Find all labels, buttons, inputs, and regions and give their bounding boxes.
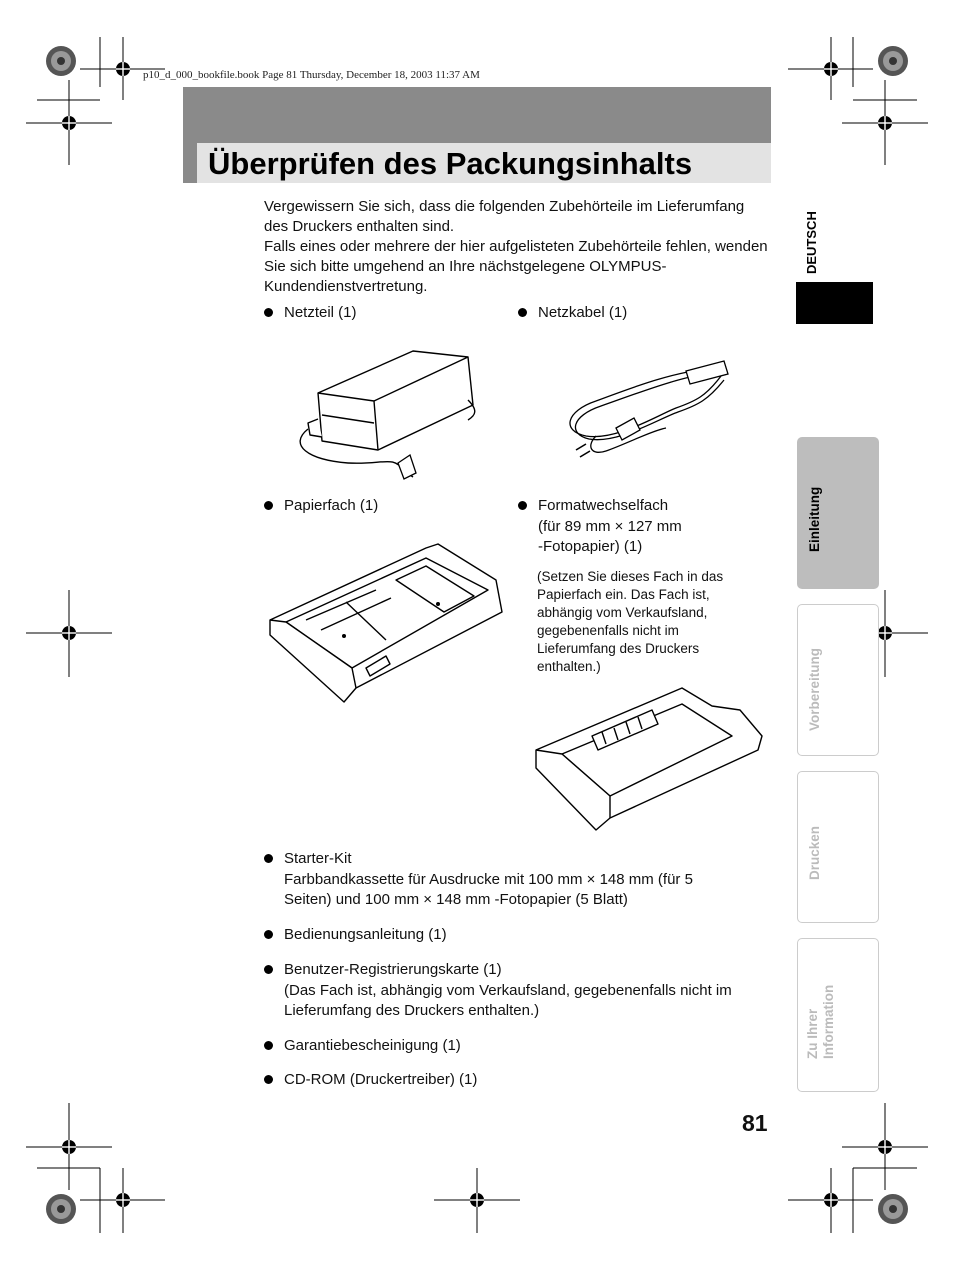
language-marker — [796, 282, 873, 324]
item-label-line-2: Farbbandkassette für Ausdrucke mit 100 mm × 148 mm (für 5 — [284, 870, 693, 888]
format-tray-illustration — [532, 684, 767, 832]
ac-adapter-illustration — [298, 345, 498, 490]
tab-label-line-2: Information — [821, 984, 836, 1059]
item-label-line-2: (für 89 mm × 127 mm — [538, 517, 682, 535]
note-line: abhängig vom Verkaufsland, — [537, 605, 708, 620]
item-label: Netzteil (1) — [284, 304, 357, 321]
item-label-line-3: Seiten) und 100 mm × 148 mm -Fotopapier (5 Blatt) — [284, 891, 628, 908]
intro-paragraph-1: Vergewissern Sie sich, dass die folgenden Zubehörteile im Lieferumfang des Druckers enthalten sind. — [264, 198, 745, 235]
paper-tray-illustration — [266, 540, 516, 705]
bullet-icon — [264, 854, 273, 863]
tab-label: Drucken — [807, 825, 822, 880]
item-label: Netzkabel (1) — [538, 304, 628, 321]
formatwechselfach-note — [537, 568, 767, 676]
bullet-icon — [518, 308, 527, 317]
note-line: Papierfach ein. Das Fach ist, — [537, 587, 710, 602]
page-title: Überprüfen des Packungsinhalts — [208, 146, 693, 181]
power-cord-illustration — [556, 356, 731, 466]
item-label-line-3: -Fotopapier) (1) — [538, 538, 643, 555]
tab-drucken[interactable] — [797, 771, 879, 923]
tab-label-line-1: Zu Ihrer — [805, 1008, 820, 1059]
item-label: Bedienungsanleitung (1) — [284, 926, 447, 943]
item-label: Papierfach (1) — [284, 497, 379, 514]
page-number: 81 — [742, 1110, 768, 1136]
intro-paragraph-2: Falls eines oder mehrere der hier aufgelisteten Zubehörteile fehlen, wenden Sie sich bitte umgehend an Ihre nächstgelegene OLYMPUS-Kundendienstvertretung. — [264, 238, 768, 295]
bullet-icon — [264, 1041, 273, 1050]
tab-label: Einleitung — [807, 486, 822, 552]
note-line: Lieferumfang des Druckers — [537, 641, 700, 656]
bullet-icon — [264, 308, 273, 317]
note-line: (Setzen Sie dieses Fach in das — [537, 569, 724, 584]
bullet-icon — [264, 1075, 273, 1084]
bullet-icon — [518, 501, 527, 510]
item-label-line-1: Formatwechselfach — [538, 497, 669, 514]
language-text: DEUTSCH — [804, 211, 819, 274]
item-label-line-3: Lieferumfang des Druckers enthalten.) — [284, 1002, 540, 1019]
print-header: p10_d_000_bookfile.book Page 81 Thursday, December 18, 2003 11:37 AM — [143, 69, 480, 81]
tab-einleitung[interactable] — [797, 437, 879, 589]
note-line: enthalten.) — [537, 659, 601, 674]
item-label-line-2: (Das Fach ist, abhängig vom Verkaufsland, gegebenenfalls nicht im — [284, 981, 732, 999]
bullet-icon — [264, 501, 273, 510]
note-line: gegebenenfalls nicht im — [537, 623, 679, 638]
bullet-icon — [264, 930, 273, 939]
tab-vorbereitung[interactable] — [797, 604, 879, 756]
language-label — [797, 192, 827, 282]
item-label: CD-ROM (Druckertreiber) (1) — [284, 1071, 478, 1088]
item-label-line-1: Starter-Kit — [284, 850, 352, 867]
intro-text — [264, 197, 770, 297]
tab-label: Vorbereitung — [807, 647, 822, 731]
item-label-line-1: Benutzer-Registrierungskarte (1) — [284, 961, 502, 978]
tab-information[interactable] — [797, 938, 879, 1092]
item-label: Garantiebescheinigung (1) — [284, 1037, 461, 1054]
title-accent — [183, 143, 197, 183]
bullet-icon — [264, 965, 273, 974]
